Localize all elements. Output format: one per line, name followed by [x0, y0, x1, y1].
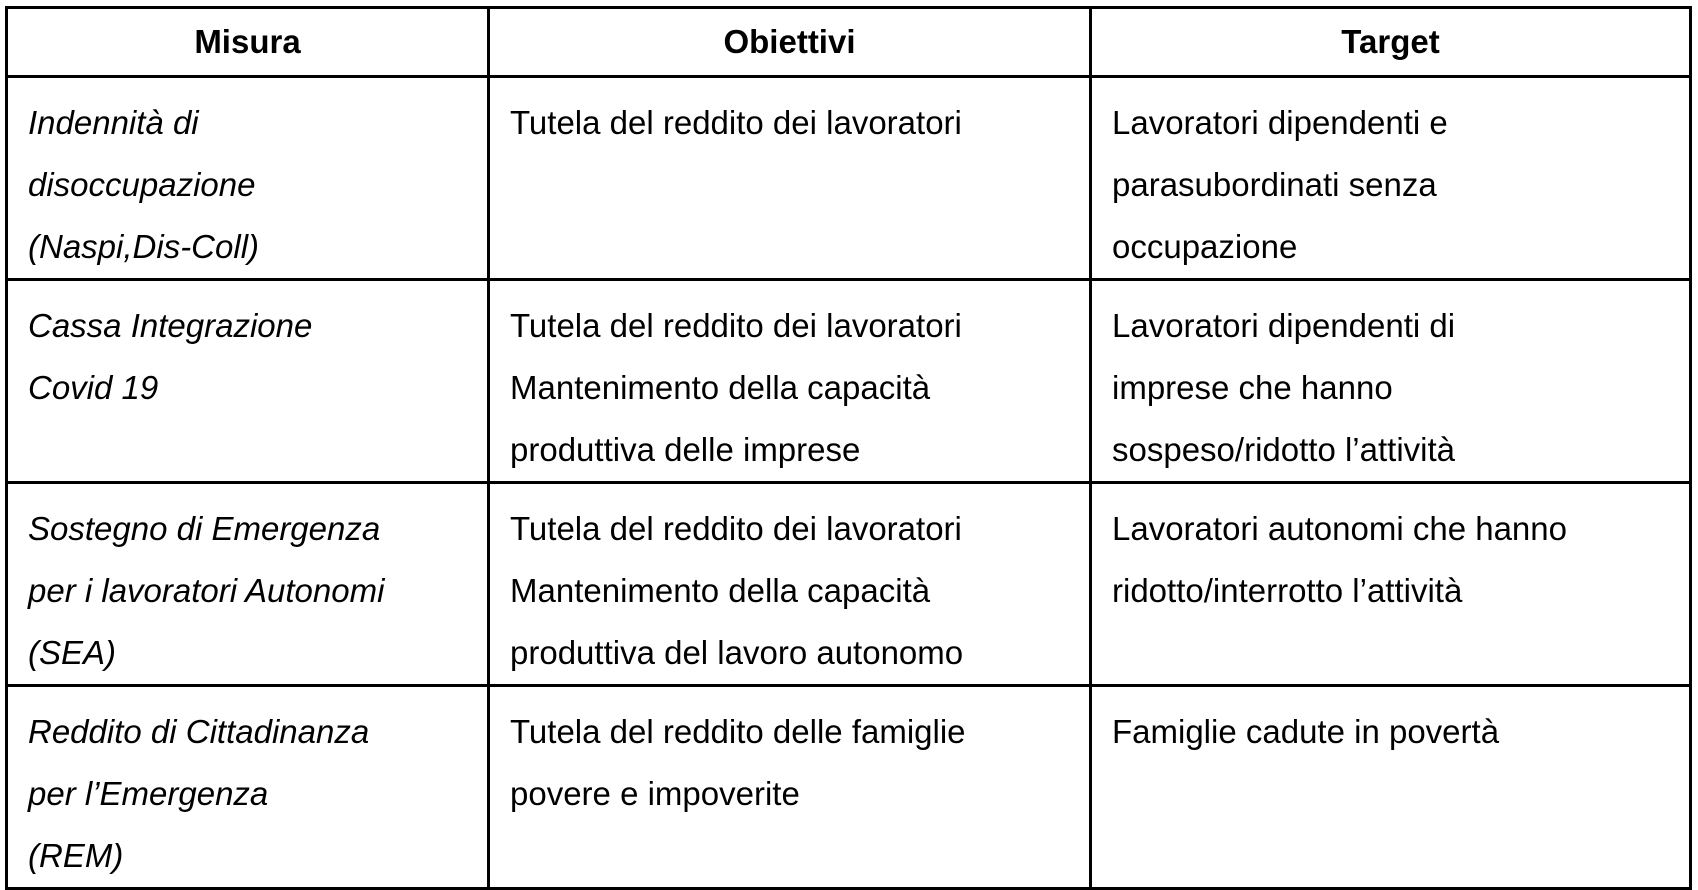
- header-target: Target: [1091, 8, 1691, 77]
- cell-text-line: Tutela del reddito delle famiglie: [510, 713, 966, 750]
- header-misura: Misura: [7, 8, 489, 77]
- table-row: [7, 280, 1691, 483]
- cell-text-line: disoccupazione: [28, 166, 256, 203]
- cell-text-line: Covid 19: [28, 369, 159, 406]
- cell-text-line: Lavoratori dipendenti di: [1112, 307, 1456, 344]
- cell-target: [1091, 77, 1691, 280]
- header-obiettivi: Obiettivi: [489, 8, 1091, 77]
- cell-text-line: Tutela del reddito dei lavoratori: [510, 510, 962, 547]
- cell-text-line: Famiglie cadute in povertà: [1112, 713, 1500, 750]
- cell-obiettivi: [489, 483, 1091, 686]
- table-row: [7, 686, 1691, 889]
- cell-misura: [7, 686, 489, 889]
- cell-text-line: sospeso/ridotto l’attività: [1112, 431, 1456, 468]
- cell-text-line: ridotto/interrotto l’attività: [1112, 572, 1463, 609]
- cell-target: [1091, 280, 1691, 483]
- cell-text-line: produttiva del lavoro autonomo: [510, 634, 964, 671]
- cell-text-line: per l’Emergenza: [28, 775, 269, 812]
- cell-text-line: povere e impoverite: [510, 775, 800, 812]
- cell-text-line: Mantenimento della capacità: [510, 572, 931, 609]
- cell-text-line: Tutela del reddito dei lavoratori: [510, 104, 962, 141]
- cell-text-line: per i lavoratori Autonomi: [28, 572, 385, 609]
- cell-target: [1091, 483, 1691, 686]
- cell-obiettivi: [489, 686, 1091, 889]
- cell-misura: [7, 483, 489, 686]
- cell-text-line: (REM): [28, 837, 124, 874]
- cell-obiettivi: [489, 280, 1091, 483]
- cell-text-line: Lavoratori dipendenti e: [1112, 104, 1448, 141]
- measures-table: [5, 6, 1692, 890]
- cell-text-line: occupazione: [1112, 228, 1298, 265]
- table-row: [7, 77, 1691, 280]
- cell-text-line: Lavoratori autonomi che hanno: [1112, 510, 1567, 547]
- cell-text-line: Indennità di: [28, 104, 199, 141]
- cell-text-line: Reddito di Cittadinanza: [28, 713, 370, 750]
- cell-obiettivi: [489, 77, 1091, 280]
- cell-text-line: (SEA): [28, 634, 117, 671]
- cell-text-line: imprese che hanno: [1112, 369, 1393, 406]
- cell-text-line: Mantenimento della capacità: [510, 369, 931, 406]
- cell-text-line: (Naspi,Dis-Coll): [28, 228, 260, 265]
- cell-text-line: produttiva delle imprese: [510, 431, 861, 468]
- cell-misura: [7, 280, 489, 483]
- cell-text-line: Tutela del reddito dei lavoratori: [510, 307, 962, 344]
- cell-misura: [7, 77, 489, 280]
- header-row: [7, 8, 1691, 77]
- cell-text-line: Sostegno di Emergenza: [28, 510, 381, 547]
- cell-text-line: parasubordinati senza: [1112, 166, 1437, 203]
- cell-target: [1091, 686, 1691, 889]
- table-row: [7, 483, 1691, 686]
- cell-text-line: Cassa Integrazione: [28, 307, 313, 344]
